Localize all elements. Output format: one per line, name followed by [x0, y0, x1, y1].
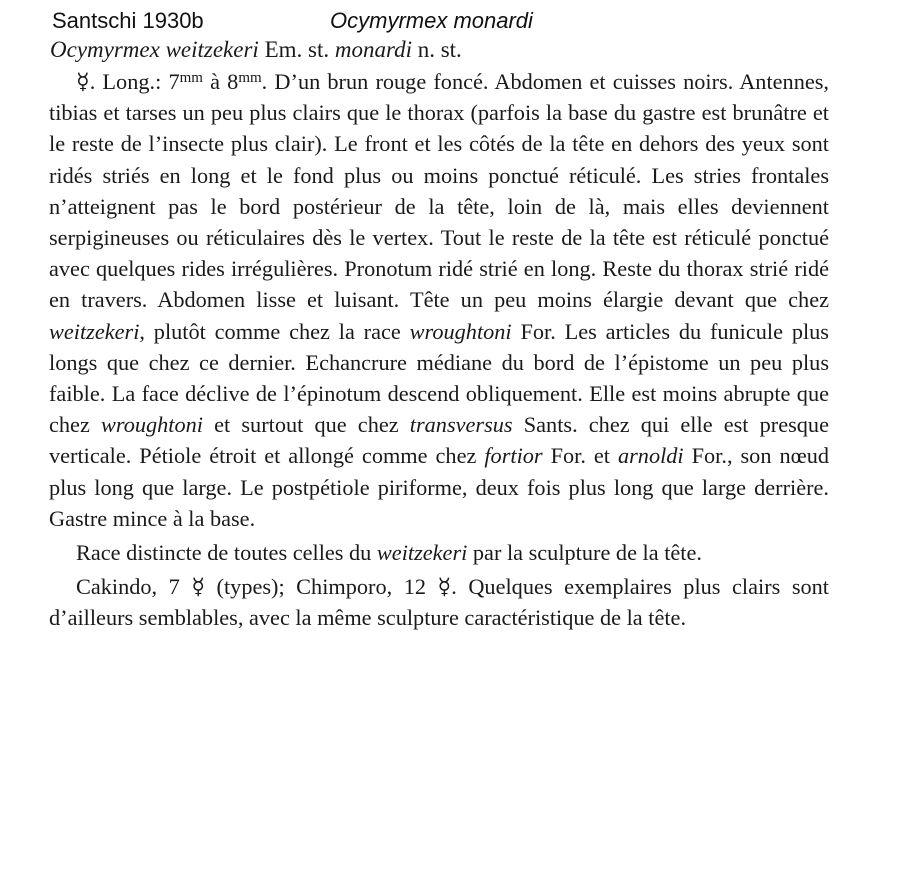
- taxon-name: wroughtoni: [409, 318, 512, 344]
- length-unit: mm: [238, 70, 262, 86]
- taxon-name: fortior: [484, 443, 543, 469]
- description-text: Race distincte de toutes celles du: [76, 540, 377, 566]
- heading-status: n. st.: [417, 37, 462, 62]
- description-text: . D’un brun rouge foncé. Abdomen et cuisses noirs. Antennes, tibias et tarses un peu plus clairs que le thorax (parfois la base du gastre est brunâtre et le reste de l’insecte plus clair). Le front et les côtés de la tête en dehors des yeux sont ridés striés en long et le fond plus ou moins ponctué réticulé. Les stries frontales n’atteignent pas le bord postérieur de la tête, loin de là, mais elles deviennent serpigineuses ou réticulaires dès le vertex. Tout le reste de la tête est réticulé ponctué avec quelques rides irrégulières. Pronotum ridé strié en long. Reste du thorax strié ridé en travers. Abdomen lisse et luisant. Tête un peu moins élargie devant que chez: [49, 69, 829, 313]
- description-text: For., son nœud plus long que large. Le postpétiole piriforme, deux fois plus long que large derrière. Gastre mince à la base.: [49, 443, 829, 531]
- label-taxon: Ocymyrmex monardi: [330, 8, 533, 33]
- description-paragraph-1: [49, 66, 829, 534]
- description-text: et surtout que chez: [203, 412, 410, 438]
- length-connector: à: [202, 69, 228, 94]
- length-unit: mm: [179, 70, 203, 86]
- description-paragraph-3: [49, 571, 829, 633]
- specimen-label: [52, 6, 852, 36]
- taxon-name: arnoldi: [617, 443, 684, 469]
- heading-author: Em. st.: [264, 37, 330, 62]
- taxon-name: weitzekeri: [376, 540, 468, 566]
- heading-genus-species: Ocymyrmex weitzekeri: [50, 37, 259, 62]
- description-paragraph-2: [49, 537, 829, 568]
- taxon-heading: [50, 36, 850, 64]
- taxon-name: transversus: [409, 412, 513, 438]
- description-text: For. et: [542, 443, 618, 469]
- description-text: par la sculpture de la tête.: [467, 540, 702, 566]
- label-author: Santschi 1930b: [52, 8, 204, 33]
- taxon-name: weitzekeri: [49, 318, 140, 344]
- taxon-name: wroughtoni: [100, 412, 203, 438]
- description-body: [49, 66, 829, 634]
- heading-subspecies: monardi: [334, 37, 412, 62]
- length-label: . Long.:: [89, 69, 169, 94]
- worker-symbol: ☿: [76, 69, 90, 94]
- description-text: , plutôt comme chez la race: [139, 318, 410, 344]
- description-text: Sants. chez qui elle est presque verticale. Pétiole étroit et allongé comme chez: [49, 412, 829, 469]
- description-text: For. Les articles du funicule plus longs que chez ce dernier. Echancrure médiane du bord de l’épistome un peu plus faible. La face déclive de l’épinotum descend obliquement. Elle est moins abrupte que chez: [49, 318, 829, 438]
- length-max: 8: [227, 69, 239, 94]
- description-text: Cakindo, 7 ☿ (types); Chimporo, 12 ☿. Quelques exemplaires plus clairs sont d’ailleurs semblables, avec la même sculpture caractéristique de la tête.: [49, 574, 829, 631]
- length-min: 7: [168, 69, 180, 94]
